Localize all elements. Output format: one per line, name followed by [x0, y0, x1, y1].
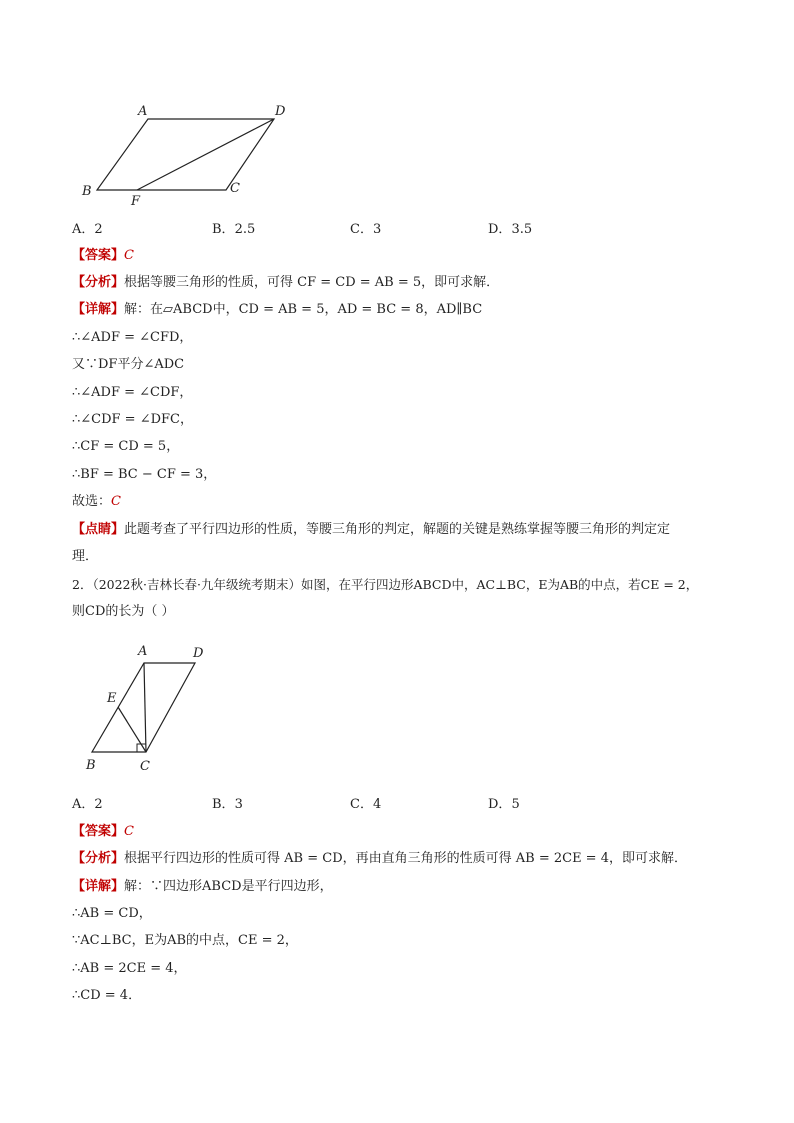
q1-comment-cont: 理． — [72, 549, 99, 564]
q2-parallelogram-figure — [70, 637, 230, 777]
segment-df — [137, 119, 274, 190]
q2-detail-line-3: ∵AC⊥BC，E为AB的中点，CE = 2， — [72, 933, 298, 948]
label-a: A — [138, 644, 148, 659]
q1-detail-line-5: ∴∠CDF = ∠DFC， — [72, 412, 193, 427]
parallelogram-abcd — [92, 663, 195, 752]
label-e: E — [107, 691, 117, 706]
q1-parallelogram-figure — [70, 95, 300, 215]
q2-answer: 【答案】C — [72, 824, 134, 839]
q1-option-b: B．2.5 — [212, 222, 256, 237]
q1-detail-line-2: ∴∠ADF = ∠CFD， — [72, 330, 193, 345]
q1-option-a: A．2 — [72, 222, 103, 237]
q2-detail-line-2: ∴AB = CD， — [72, 906, 152, 921]
q1-option-c: C．3 — [350, 222, 382, 237]
label-b: B — [82, 184, 92, 199]
q2-analysis: 【分析】根据平行四边形的性质可得 AB = CD，再由直角三角形的性质可得 AB = 2CE = 4，即可求解． — [72, 851, 687, 866]
q1-option-d: D．3.5 — [488, 222, 533, 237]
label-c: C — [230, 181, 240, 196]
q1-detail-line-7: ∴BF = BC − CF = 3， — [72, 467, 217, 482]
q2-detail-line-4: ∴AB = 2CE = 4， — [72, 961, 187, 976]
q2-option-d: D．5 — [488, 797, 520, 812]
parallelogram-abcd — [97, 119, 274, 190]
q2-detail-line-1: 【详解】解：∵四边形ABCD是平行四边形， — [72, 879, 333, 894]
q1-detail-line-4: ∴∠ADF = ∠CDF， — [72, 385, 193, 400]
q1-choice: 故选：C — [72, 494, 121, 509]
segment-ce — [118, 707, 146, 752]
q1-analysis: 【分析】根据等腰三角形的性质，可得 CF = CD = AB = 5，即可求解． — [72, 275, 500, 290]
q1-comment: 【点睛】此题考查了平行四边形的性质，等腰三角形的判定，解题的关键是熟练掌握等腰三角形的判定定 — [72, 522, 671, 537]
q2-option-a: A．2 — [72, 797, 103, 812]
q2-option-c: C．4 — [350, 797, 382, 812]
label-a: A — [138, 104, 148, 119]
q1-answer: 【答案】C — [72, 248, 134, 263]
label-f: F — [131, 194, 141, 209]
q1-detail-line-6: ∴CF = CD = 5， — [72, 439, 180, 454]
q1-detail-line-3: 又∵DF平分∠ADC — [72, 357, 185, 372]
label-c: C — [140, 759, 150, 774]
segment-ac — [144, 663, 146, 752]
q2-stem-line-2: 则CD的长为（ ） — [72, 604, 175, 619]
label-d: D — [275, 104, 286, 119]
label-d: D — [193, 646, 204, 661]
q2-stem-line-1: 2．（2022秋·吉林长春·九年级统考期末）如图，在平行四边形ABCD中，AC⊥BC，E为AB的中点，若CE = 2， — [72, 577, 699, 592]
q1-detail-line-1: 【详解】解：在▱ABCD中，CD = AB = 5，AD = BC = 8，AD∥BC — [72, 302, 483, 317]
label-b: B — [86, 758, 96, 773]
q2-option-b: B．3 — [212, 797, 243, 812]
q2-detail-line-5: ∴CD = 4． — [72, 988, 142, 1003]
